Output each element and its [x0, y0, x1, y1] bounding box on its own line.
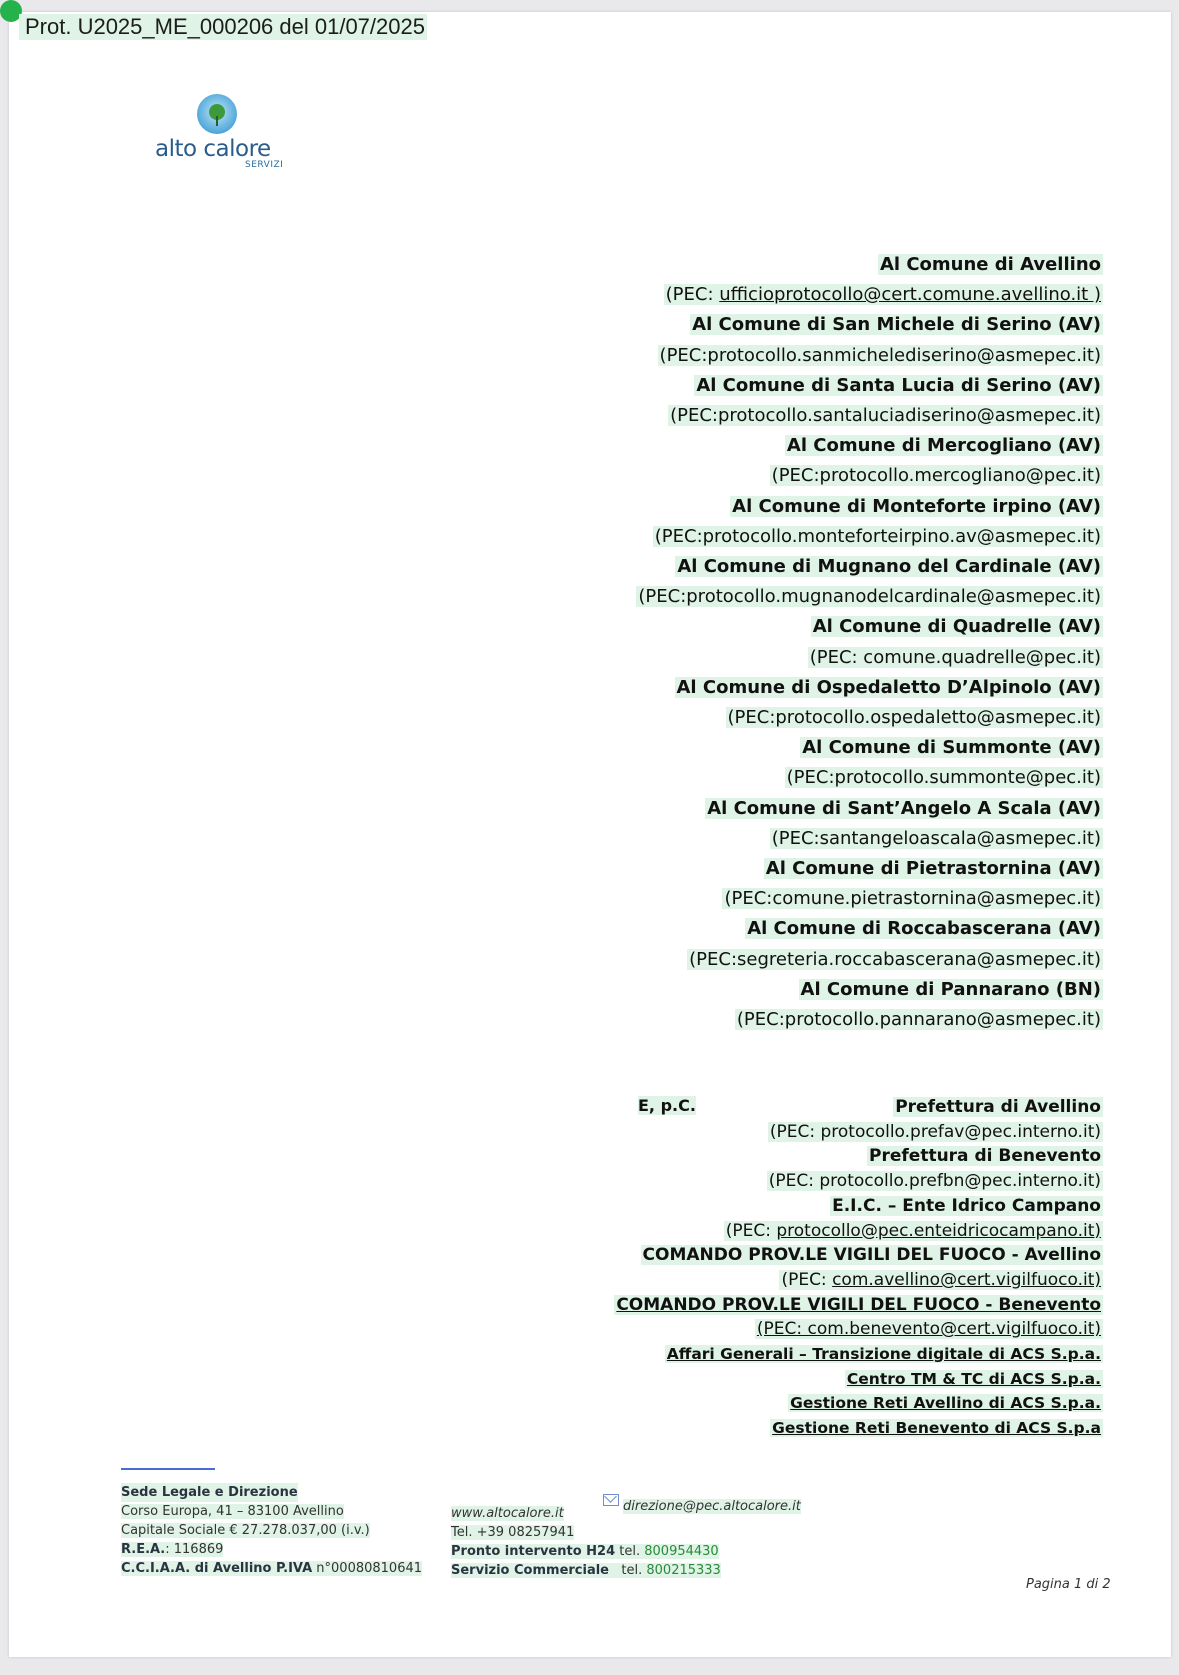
- recipient-name-text: Al Comune di Pannarano (BN): [800, 978, 1101, 1000]
- cc-text[interactable]: Gestione Reti Benevento di ACS S.p.a: [772, 1419, 1101, 1438]
- recipient-name-text: Al Comune di Quadrelle (AV): [812, 616, 1101, 638]
- recipient-name-text: Al Comune di Ospedaletto D’Alpinolo (AV): [676, 676, 1101, 698]
- footer-rea-value: : 116869: [165, 1542, 224, 1557]
- recipient-name: [463, 794, 1103, 824]
- logo-sub: SERVIZI: [245, 160, 284, 170]
- recipient-pec-text: (PEC:protocollo.mugnanodelcardinale@asmepec.it): [638, 586, 1101, 608]
- cc-recipient-pec: [343, 1268, 1103, 1293]
- footer-website[interactable]: www.altocalore.it: [451, 1506, 564, 1521]
- recipient-name: [463, 250, 1103, 280]
- cc-text[interactable]: COMANDO PROV.LE VIGILI DEL FUOCO - Benevento: [616, 1294, 1101, 1315]
- footer-rea-label: R.E.A.: [121, 1542, 166, 1557]
- footer-contacts: [451, 1504, 721, 1580]
- cc-text: Prefettura di Avellino: [895, 1097, 1101, 1117]
- cc-recipient-name: [343, 1391, 1103, 1416]
- pec-email-link[interactable]: ufficioprotocollo@cert.comune.avellino.it ): [719, 284, 1101, 306]
- recipient-name-text: Al Comune di Mugnano del Cardinale (AV): [677, 556, 1101, 578]
- recipient-pec: [463, 401, 1103, 431]
- cc-recipient-name: [343, 1095, 1103, 1120]
- recipient-pec: [463, 341, 1103, 371]
- footer-divider: [121, 1468, 215, 1470]
- recipient-pec-text: (PEC:protocollo.summonte@pec.it): [786, 767, 1101, 789]
- cc-recipient-name: [343, 1342, 1103, 1367]
- recipient-name: [463, 371, 1103, 401]
- recipient-pec-text: (PEC:comune.pietrastornina@asmepec.it): [724, 888, 1101, 910]
- cc-list: [343, 1095, 1103, 1441]
- recipient-pec-text: (PEC:protocollo.monteforteirpino.av@asmepec.it): [654, 525, 1101, 547]
- recipient-name-text: Al Comune di San Michele di Serino (AV): [692, 314, 1101, 336]
- recipient-name: [463, 673, 1103, 703]
- recipient-name: [463, 612, 1103, 642]
- recipient-pec-text: (PEC:segreteria.roccabascerana@asmepec.it): [689, 948, 1101, 970]
- cc-label-text: E, p.C.: [638, 1096, 696, 1115]
- recipient-pec: [463, 280, 1103, 310]
- recipient-pec: [463, 522, 1103, 552]
- recipient-pec-text: (PEC:santangeloascala@asmepec.it): [771, 827, 1101, 849]
- recipient-name-text: Al Comune di Summonte (AV): [802, 737, 1101, 759]
- recipient-name-text: Al Comune di Santa Lucia di Serino (AV): [696, 374, 1101, 396]
- cc-recipient-name: [343, 1367, 1103, 1392]
- footer-phone: Tel. +39 08257941: [451, 1525, 575, 1540]
- logo-name: alto calore: [155, 136, 271, 162]
- cc-text[interactable]: (PEC: com.benevento@cert.vigilfuoco.it): [756, 1319, 1101, 1340]
- pec-prefix: (PEC:: [781, 1269, 833, 1290]
- recipient-name: [463, 431, 1103, 461]
- footer-pec[interactable]: direzione@pec.altocalore.it: [623, 1499, 801, 1514]
- footer-cciaa-value: n°00080810641: [312, 1561, 423, 1576]
- recipient-pec: [463, 824, 1103, 854]
- recipient-pec: [463, 703, 1103, 733]
- cc-text: (PEC: protocollo.prefav@pec.interno.it): [769, 1121, 1101, 1142]
- recipient-pec: [463, 763, 1103, 793]
- cc-recipient-pec: [343, 1120, 1103, 1145]
- pec-prefix: (PEC:: [725, 1220, 777, 1241]
- pec-email-link[interactable]: com.avellino@cert.vigilfuoco.it): [832, 1269, 1101, 1290]
- recipient-pec-text: (PEC:protocollo.ospedaletto@asmepec.it): [727, 707, 1101, 729]
- cc-recipient-name: [343, 1243, 1103, 1268]
- footer-pronto-number: 800954430: [644, 1544, 719, 1559]
- recipient-name: [463, 975, 1103, 1005]
- footer-pronto-tel-label: tel.: [615, 1544, 645, 1559]
- cc-text: E.I.C. – Ente Idrico Campano: [832, 1195, 1101, 1216]
- cc-recipient-pec: [343, 1317, 1103, 1342]
- recipient-name-text: Al Comune di Pietrastornina (AV): [765, 858, 1101, 880]
- footer-capital: Capitale Sociale € 27.278.037,00 (i.v.): [121, 1523, 370, 1538]
- cc-recipient-name: [343, 1416, 1103, 1441]
- cc-text[interactable]: Centro TM & TC di ACS S.p.a.: [846, 1369, 1101, 1388]
- protocol-number: Prot. U2025_ME_000206 del 01/07/2025: [19, 14, 427, 40]
- cc-text: Prefettura di Benevento: [869, 1146, 1101, 1167]
- footer-pronto-label: Pronto intervento H24: [451, 1544, 616, 1559]
- pec-email-link[interactable]: protocollo@pec.enteidricocampano.it): [776, 1220, 1101, 1241]
- recipient-name: [463, 914, 1103, 944]
- cc-recipient-pec: [343, 1169, 1103, 1194]
- cc-text[interactable]: Affari Generali – Transizione digitale di ACS S.p.a.: [666, 1345, 1101, 1364]
- cc-recipient-pec: [343, 1219, 1103, 1244]
- cc-recipient-name: [343, 1293, 1103, 1318]
- recipient-pec: [463, 461, 1103, 491]
- recipient-name: [463, 733, 1103, 763]
- footer-cciaa-label: C.C.I.A.A. di Avellino P.IVA: [121, 1561, 313, 1576]
- footer-comm-label: Servizio Commerciale: [451, 1563, 609, 1578]
- footer-address: Corso Europa, 41 – 83100 Avellino: [121, 1504, 344, 1519]
- email-icon: [603, 1494, 619, 1506]
- cc-recipient-name: [343, 1144, 1103, 1169]
- recipient-name: [463, 552, 1103, 582]
- footer-title: Sede Legale e Direzione: [121, 1485, 298, 1500]
- footer-company-info: [121, 1483, 422, 1578]
- recipient-name: [463, 492, 1103, 522]
- recipient-pec: [463, 582, 1103, 612]
- cc-text[interactable]: Gestione Reti Avellino di ACS S.p.a.: [790, 1394, 1101, 1413]
- recipient-name: [463, 854, 1103, 884]
- recipient-pec: [463, 1005, 1103, 1035]
- recipient-pec: [463, 884, 1103, 914]
- recipient-pec-text: (PEC:protocollo.mercogliano@pec.it): [771, 465, 1101, 487]
- recipient-name: [463, 310, 1103, 340]
- recipient-name-text: Al Comune di Monteforte irpino (AV): [732, 495, 1101, 517]
- page-number: Pagina 1 di 2: [1026, 1577, 1111, 1592]
- recipient-name-text: Al Comune di Avellino: [879, 254, 1101, 275]
- recipient-name-text: Al Comune di Mercogliano (AV): [786, 435, 1101, 457]
- pec-prefix: (PEC:: [665, 284, 720, 306]
- recipient-pec-text: (PEC:protocollo.santaluciadiserino@asmepec.it): [670, 405, 1101, 427]
- recipient-pec-text: (PEC:protocollo.sanmichelediserino@asmepec.it): [659, 344, 1101, 366]
- document-page: [9, 12, 1171, 1657]
- recipient-list: [463, 250, 1103, 1035]
- recipient-name-text: Al Comune di Sant’Angelo A Scala (AV): [707, 797, 1101, 819]
- footer-comm-number: 800215333: [646, 1563, 721, 1578]
- recipient-pec: [463, 945, 1103, 975]
- footer-comm-tel-label: tel.: [609, 1563, 647, 1578]
- water-drop-icon: [183, 92, 243, 142]
- recipient-name-text: Al Comune di Roccabascerana (AV): [747, 918, 1101, 940]
- recipient-pec: [463, 643, 1103, 673]
- cc-text: COMANDO PROV.LE VIGILI DEL FUOCO - Avellino: [642, 1245, 1101, 1266]
- recipient-pec-text: (PEC: comune.quadrelle@pec.it): [809, 646, 1101, 668]
- cc-text: (PEC: protocollo.prefbn@pec.interno.it): [768, 1171, 1101, 1192]
- alto-calore-logo: [155, 92, 295, 174]
- cc-recipient-name: [343, 1194, 1103, 1219]
- recipient-pec-text: (PEC:protocollo.pannarano@asmepec.it): [736, 1009, 1101, 1031]
